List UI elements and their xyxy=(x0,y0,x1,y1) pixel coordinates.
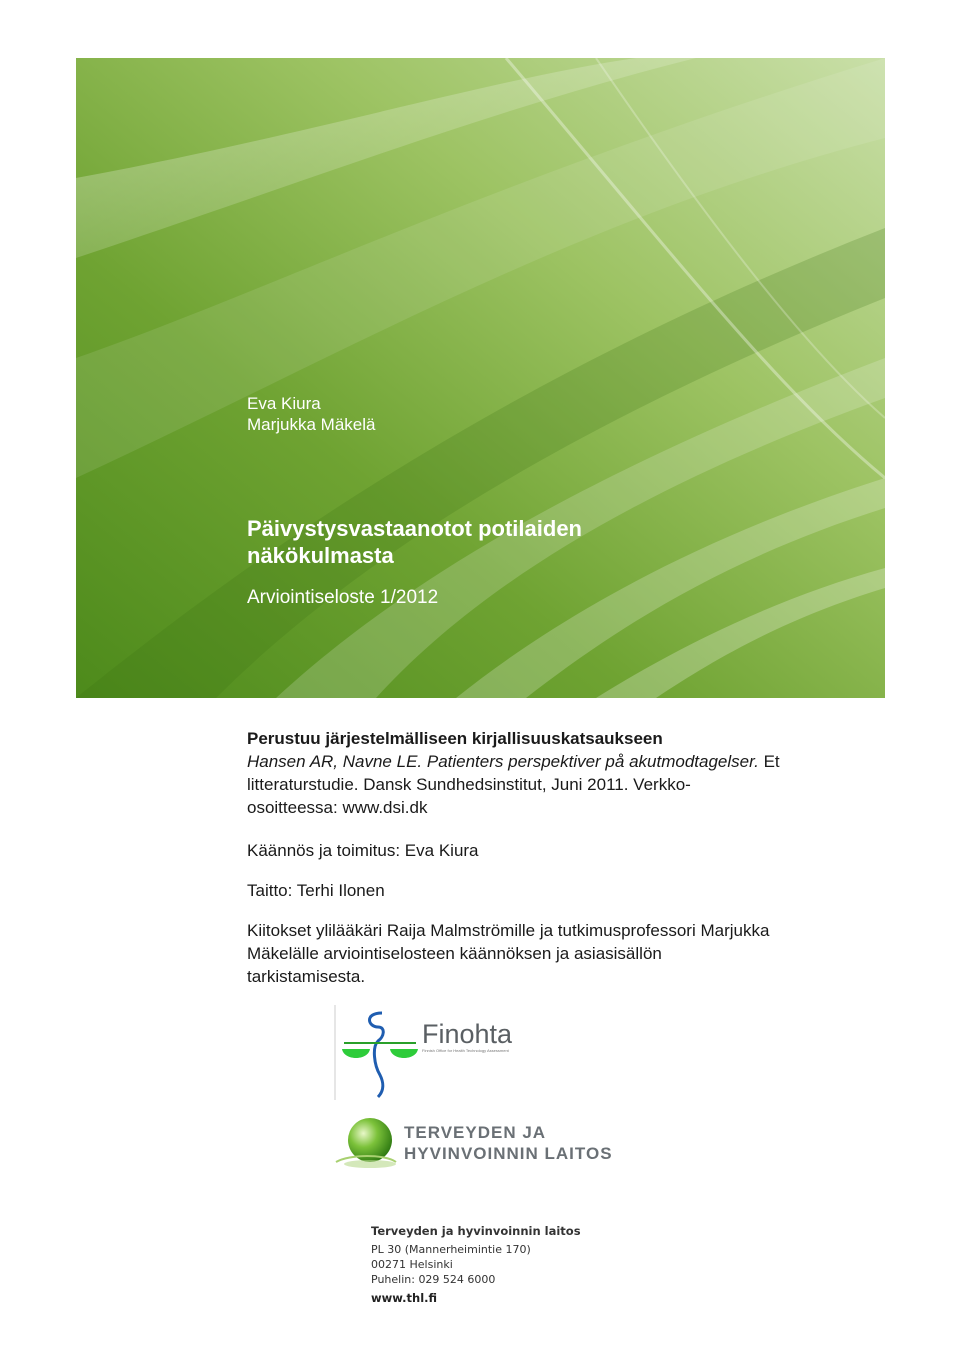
reference-line-2: litteraturstudie. Dansk Sundhedsinstitut, Juni 2011. Verkko- xyxy=(247,775,691,794)
acknowledgements xyxy=(247,919,847,988)
layout-credit: Taitto: Terhi Ilonen xyxy=(247,881,385,900)
reference-line-3: osoitteessa: www.dsi.dk xyxy=(247,798,428,817)
report-title xyxy=(247,515,767,569)
finohta-tagline: Finnish Office for Health Technology Assessment xyxy=(422,1048,509,1053)
thanks-line-1: Kiitokset ylilääkäri Raija Malmströmille ja tutkimusprofessori Marjukka xyxy=(247,921,770,940)
address-line-2: 00271 Helsinki xyxy=(371,1258,453,1271)
authors xyxy=(247,393,376,435)
thanks-line-2: Mäkelälle arviointiselosteen käännöksen ja asiasisällön xyxy=(247,944,662,963)
address-line-3: Puhelin: 029 524 6000 xyxy=(371,1273,496,1286)
title-line-2: näkökulmasta xyxy=(247,543,394,568)
author-2: Marjukka Mäkelä xyxy=(247,415,376,434)
green-pages-background xyxy=(76,58,885,698)
thanks-line-3: tarkistamisesta. xyxy=(247,967,366,986)
author-1: Eva Kiura xyxy=(247,394,321,413)
title-line-1: Päivystysvastaanotot potilaiden xyxy=(247,516,582,541)
finohta-logo xyxy=(334,1005,519,1100)
finohta-wordmark: Finohta xyxy=(422,1019,513,1049)
translation-credit: Käännös ja toimitus: Eva Kiura xyxy=(247,841,479,860)
basis-section xyxy=(247,727,827,819)
address-line-1: PL 30 (Mannerheimintie 170) xyxy=(371,1243,531,1256)
reference-italic: Hansen AR, Navne LE. Patienters perspektiver på akutmodtagelser. xyxy=(247,752,759,771)
reference-line-1 xyxy=(247,750,827,773)
report-subtitle: Arviointiseloste 1/2012 xyxy=(247,587,439,608)
thl-wordmark-line-1: TERVEYDEN JA xyxy=(404,1123,547,1142)
basis-heading: Perustuu järjestelmälliseen kirjallisuuskatsaukseen xyxy=(247,729,663,748)
address-organization: Terveyden ja hyvinvoinnin laitos xyxy=(371,1224,581,1238)
green-globe-icon xyxy=(330,1110,400,1170)
thl-wordmark xyxy=(404,1122,613,1164)
cover-image xyxy=(76,58,885,698)
address-block xyxy=(371,1224,611,1306)
website-link[interactable]: www.thl.fi xyxy=(371,1291,438,1305)
reference-continuation: Et xyxy=(758,752,780,771)
thl-wordmark-line-2: HYVINVOINNIN LAITOS xyxy=(404,1144,613,1163)
